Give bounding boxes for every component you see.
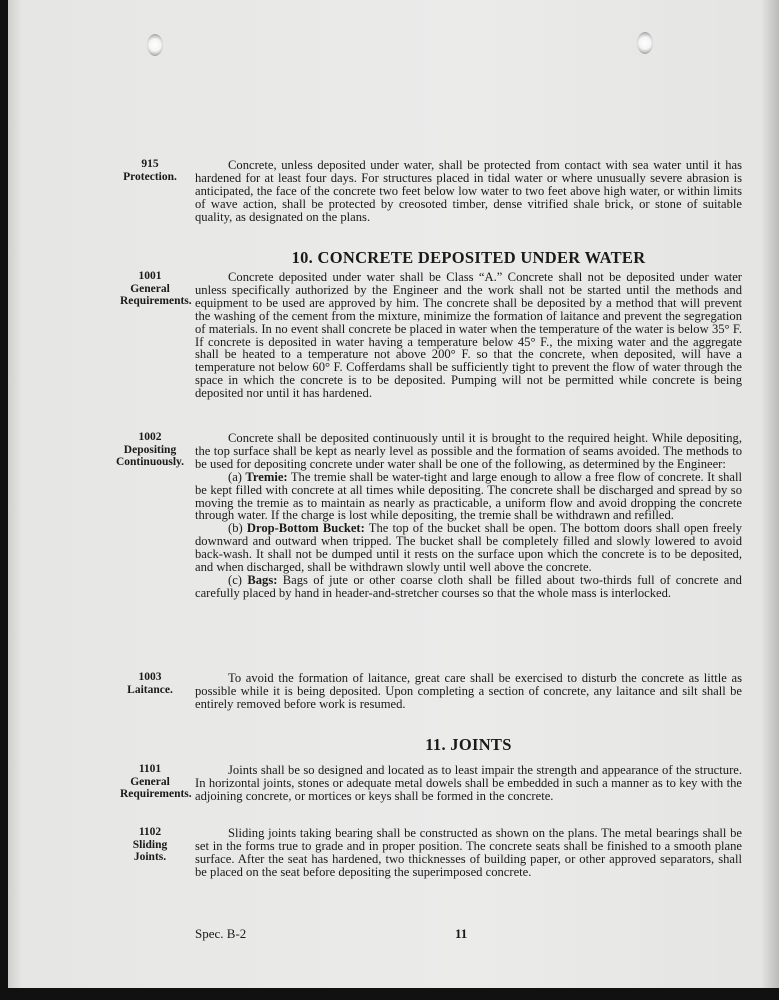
document-page [8, 0, 779, 988]
section-label-915 [98, 158, 202, 183]
section-number: 1101 [138, 763, 162, 775]
section-1102-text [195, 827, 742, 879]
section-number: 1001 [138, 270, 162, 282]
section-number: 915 [141, 158, 159, 170]
item-text: The tremie shall be water-tight and large enough to allow a free flow of concrete. It shall be kept filled with concrete at all times while depositing. The concrete shall be discharged and spread by so moving the tremie as to maintain as nearly as practicable, a uniform flow and avoid dropping the concrete through water. If the charge is lost while depositing, the tremie shall be withdrawn and refilled. [195, 469, 743, 523]
footer-spec: Spec. B-2 [195, 926, 247, 941]
heading-10: 10. CONCRETE DEPOSITED UNDER WATER [291, 248, 646, 267]
page-number: 11 [455, 926, 468, 941]
heading-11: 11. JOINTS [425, 735, 512, 754]
section-title: Sliding Joints. [132, 838, 168, 864]
section-label-1101 [98, 763, 202, 801]
section-label-1102 [98, 826, 202, 864]
item-term: Drop-Bottom Bucket: [246, 521, 365, 536]
section-number: 1002 [138, 431, 162, 443]
paragraph: Sliding joints taking bearing shall be constructed as shown on the plans. The metal bearings shall be set in the forms true to grade and in proper position. The concrete seats shall be finished to a smooth plane surface. After the seat has hardened, two thicknesses of building paper, or other approved separators, shall be placed on the seat before depositing the superimposed concrete. [195, 826, 742, 879]
item-tremie [195, 471, 742, 523]
section-1101-text [195, 764, 742, 803]
item-bags [195, 574, 742, 600]
section-1003-text [195, 672, 742, 711]
paragraph: Concrete shall be deposited continuously until it is brought to the required height. While depositing, the top surface shall be kept as nearly level as possible and the formation of seams avoided. The methods to be used for depositing concrete under water shall be one of the following, as determined by the Engineer: [195, 431, 742, 471]
item-text: The top of the bucket shall be open. The bottom doors shall open freely downward and outward when tripped. The bucket shall be completely filled and slowly lowered to avoid back-wash. It shall not be dumped until it rests on the surface upon which the concrete is to be deposited, and when discharged, shall be withdrawn slowly until well above the concrete. [195, 521, 743, 575]
item-drop-bottom-bucket [195, 522, 742, 574]
section-title: Depositing Continuously. [115, 443, 185, 469]
section-label-1002 [98, 431, 202, 469]
section-number: 1102 [138, 826, 162, 838]
item-text: Bags of jute or other coarse cloth shall be filled about two-thirds full of concrete and carefully placed by hand in header-and-stretcher courses so that the whole mass is interlocked. [195, 572, 742, 600]
section-label-1001 [98, 270, 202, 308]
section-915-text [195, 159, 742, 224]
paragraph: To avoid the formation of laitance, great care shall be exercised to disturb the concrete as little as possible while it is being deposited. Upon completing a section of concrete, any laitance and silt shall be entirely removed before work is resumed. [195, 671, 742, 711]
paragraph: Concrete deposited under water shall be Class “A.” Concrete shall not be deposited under water unless specifically authorized by the Engineer and the work shall not be started until the methods and equipment to be used are approved by him. The concrete shall be deposited by a method that will prevent the washing of the cement from the mixture, minimize the formation of laitance and prevent the segregation of materials. In no event shall concrete be placed in water when the temperature of the water is below 35° F. If concrete is deposited in water having a temperature below 45° F., the mixing water and the aggregate shall be heated to a temperature not above 200° F. so that the concrete, when deposited, will have a temperature not below 60° F. Cofferdams shall be sufficiently tight to prevent the flow of water through the space in which the concrete is to be deposited. Pumping will not be permitted while concrete is being deposited nor until it has hardened. [195, 270, 742, 401]
section-title: Laitance. [127, 683, 173, 696]
section-title: General Requirements. [120, 282, 192, 308]
item-marker: (a) [228, 469, 242, 484]
section-label-1003 [98, 671, 202, 696]
item-term: Bags: [247, 572, 278, 587]
paragraph: Joints shall be so designed and located as to least impair the strength and appearance of the structure. In horizontal joints, stones or adequate metal dowels shall be embedded in such a manner as to key with the adjoining concrete, or mortices or keys shall be formed in the concrete. [195, 763, 742, 803]
section-1001-text [195, 271, 742, 400]
paragraph: Concrete, unless deposited under water, shall be protected from contact with sea water until it has hardened for at least four days. For structures placed in tidal water or where unusually severe abrasion is anticipated, the face of the concrete two feet below low water to two feet above high water, or within limits of wave action, shall be protected by creosoted timber, dense vitrified shale brick, or stone of suitable quality, as designated on the plans. [195, 158, 742, 224]
punch-hole-right [637, 32, 653, 54]
section-number: 1003 [138, 671, 162, 683]
punch-hole-left [147, 34, 163, 56]
section-title: Protection. [123, 170, 177, 183]
section-1002-text [195, 432, 742, 600]
item-term: Tremie: [245, 469, 288, 484]
item-marker: (c) [228, 572, 242, 587]
section-title: General Requirements. [120, 775, 192, 801]
item-marker: (b) [228, 521, 243, 536]
